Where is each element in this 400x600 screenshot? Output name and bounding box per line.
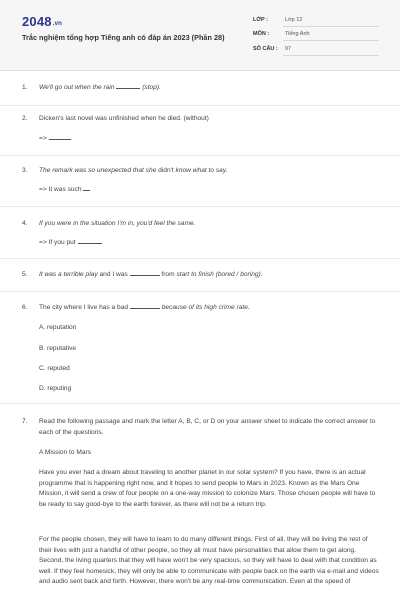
stem-part: didn't (158, 167, 174, 174)
stem-part: because of its high crime rate. (161, 304, 250, 311)
answer-blank[interactable] (130, 269, 160, 276)
passage-paragraph-1: Have you ever had a dream about traveling to another planet in our solar system? If you have, there is an actual programme that is happening right now, and it hopes to send people to Mars in 2023. Known as the Mars One Mission, it will send a crew of four people on a one-way mission to colonize Mars. Those chosen people will have to be ready to say good-bye to the earth forever, as there will not be a return trip. (39, 469, 376, 508)
question-divider (0, 105, 400, 106)
question-stem (39, 302, 382, 313)
meta-count-key: SỐ CÂU : (253, 46, 278, 52)
question-stem: Dicken's last novel was unfinished when he died. (without) (39, 115, 209, 122)
stem-part: know what to say. (175, 167, 228, 174)
meta-class-value: Lớp 12 (285, 17, 303, 23)
question-divider (0, 155, 400, 156)
answer-prefix: => If you put (39, 239, 76, 246)
option-b[interactable]: B. reputative (39, 345, 77, 352)
question-divider (0, 258, 400, 259)
stem-part: The city where I live has a bad (39, 304, 129, 311)
answer-blank[interactable] (116, 82, 140, 89)
site-logo[interactable] (22, 14, 62, 29)
question-divider (0, 403, 400, 404)
stem-part: It was a terrible play (39, 271, 98, 278)
stem-part: The remark was so unexpected that she (39, 167, 157, 174)
stem-part: start to finish (bored / boring). (176, 271, 263, 278)
question-stem: If you were in the situation I'm in, you'd feel the same. (39, 220, 196, 227)
logo-suffix-text: .vn (52, 21, 63, 27)
meta-divider (283, 40, 379, 41)
question-divider (0, 291, 400, 292)
passage-paragraph-2: For the people chosen, they will have to learn to do many different things. First of all, they will be living the rest of their lives with just a handful of other people, so they all must have personalities that allow them to get along. Second, the living quarters that they will have won't be very spacious, so they will have to deal with that condition as well. If they feel homesick, they will only be able to communicate with people back on the earth via e-mail and videos and audio sent back and forth. However, there won't be any real-time communication. Even at the speed of (39, 536, 379, 586)
page-header (0, 0, 400, 71)
logo-main-text: 2048 (22, 14, 52, 29)
question-stem (39, 165, 382, 176)
question-divider (0, 206, 400, 207)
option-d[interactable]: D. reputing (39, 385, 72, 392)
answer-prefix: => It was such (39, 186, 82, 193)
question-number: 2. (22, 115, 28, 122)
question-number: 5. (22, 271, 28, 278)
meta-divider (283, 55, 379, 56)
option-a[interactable]: A. reputation (39, 324, 77, 331)
passage-title: A Mission to Mars (39, 449, 92, 456)
stem-part: and I was (99, 271, 128, 278)
question-number: 7. (22, 418, 28, 425)
meta-count-value: 97 (285, 46, 292, 52)
question-number: 3. (22, 167, 28, 174)
answer-line (39, 184, 379, 195)
answer-line (39, 133, 379, 144)
stem-part: (stop). (142, 84, 161, 91)
question-stem (39, 269, 382, 280)
document-title: Trắc nghiệm tổng hợp Tiếng anh có đáp án 2023 (Phần 28) (22, 33, 225, 42)
meta-class-key: LỚP : (253, 17, 268, 23)
answer-prefix: => (39, 135, 47, 142)
meta-subject-key: MÔN : (253, 31, 270, 37)
answer-blank[interactable] (49, 133, 71, 140)
answer-blank[interactable] (130, 302, 160, 309)
stem-part: We'll go out when the rain (39, 84, 115, 91)
answer-blank[interactable] (78, 237, 102, 244)
meta-divider (283, 26, 379, 27)
question-number: 4. (22, 220, 28, 227)
stem-part: from (161, 271, 175, 278)
answer-line (39, 237, 379, 248)
answer-blank[interactable] (83, 184, 90, 191)
option-c[interactable]: C. reputed (39, 365, 70, 372)
meta-subject-value: Tiếng Anh (285, 31, 310, 37)
question-instruction: Read the following passage and mark the letter A, B, C, or D on your answer sheet to indicate the correct answer to each of the questions. (39, 418, 376, 436)
question-stem (39, 82, 382, 93)
question-number: 6. (22, 304, 28, 311)
question-number: 1. (22, 84, 28, 91)
